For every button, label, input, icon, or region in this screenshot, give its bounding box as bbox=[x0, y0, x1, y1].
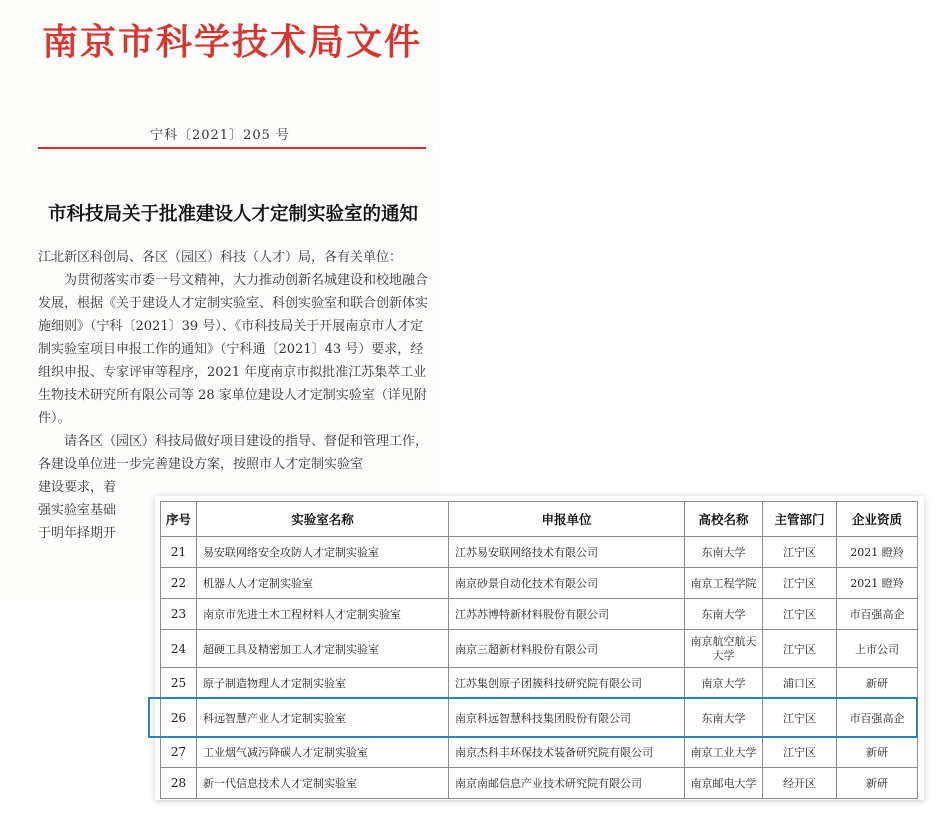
cell-seq: 22 bbox=[161, 568, 197, 599]
cell-seq: 26 bbox=[161, 699, 197, 737]
cell-seq: 27 bbox=[161, 737, 197, 768]
cell-seq: 24 bbox=[161, 630, 197, 668]
body-line-partial: 于明年择期开 bbox=[38, 526, 117, 541]
cell-department: 江宁区 bbox=[763, 699, 837, 737]
cell-lab-name: 原子制造物理人才定制实验室 bbox=[197, 668, 449, 699]
table-row bbox=[161, 768, 918, 799]
table-row bbox=[161, 737, 918, 768]
cell-university-text: 南京航空航天大学 bbox=[690, 634, 757, 662]
lab-table bbox=[160, 501, 918, 799]
cell-seq: 25 bbox=[161, 668, 197, 699]
cell-lab-name: 科远智慧产业人才定制实验室 bbox=[197, 699, 449, 737]
cell-department: 浦口区 bbox=[763, 668, 837, 699]
cell-applicant: 南京三超新材料股份有限公司 bbox=[449, 630, 685, 668]
cell-department: 经开区 bbox=[763, 768, 837, 799]
header-lab-name: 实验室名称 bbox=[197, 502, 449, 537]
cell-applicant: 江苏易安联网络技术有限公司 bbox=[449, 537, 685, 568]
cell-seq: 28 bbox=[161, 768, 197, 799]
table-row bbox=[161, 630, 918, 668]
cell-university: 南京工程学院 bbox=[685, 568, 763, 599]
cell-lab-name: 南京市先进土木工程材料人才定制实验室 bbox=[197, 599, 449, 630]
cell-applicant: 江苏苏博特新材料股份有限公司 bbox=[449, 599, 685, 630]
table-header-row bbox=[161, 502, 918, 537]
cell-qualification: 市百强高企 bbox=[837, 599, 918, 630]
cell-qualification: 2021 瞪羚 bbox=[837, 568, 918, 599]
header-seq: 序号 bbox=[161, 502, 197, 537]
cell-university: 东南大学 bbox=[685, 537, 763, 568]
body-line-partial: 建设要求，着 bbox=[38, 480, 117, 495]
cell-department: 江宁区 bbox=[763, 537, 837, 568]
cell-lab-name: 新一代信息技术人才定制实验室 bbox=[197, 768, 449, 799]
table-row-highlighted bbox=[161, 699, 918, 737]
cell-university bbox=[685, 630, 763, 668]
cell-seq: 23 bbox=[161, 599, 197, 630]
cell-university: 东南大学 bbox=[685, 599, 763, 630]
cell-lab-name: 机器人人才定制实验室 bbox=[197, 568, 449, 599]
table-row bbox=[161, 568, 918, 599]
header-department: 主管部门 bbox=[763, 502, 837, 537]
table-row bbox=[161, 668, 918, 699]
lab-table-card bbox=[155, 496, 924, 800]
cell-qualification: 2021 瞪羚 bbox=[837, 537, 918, 568]
cell-qualification: 市百强高企 bbox=[837, 699, 918, 737]
cell-lab-name: 超硬工具及精密加工人才定制实验室 bbox=[197, 630, 449, 668]
cell-applicant: 南京杰科丰环保技术装备研究院有限公司 bbox=[449, 737, 685, 768]
red-divider bbox=[38, 147, 426, 149]
header-qualification: 企业资质 bbox=[837, 502, 918, 537]
cell-qualification: 新研 bbox=[837, 737, 918, 768]
cell-lab-name: 工业烟气减污降碳人才定制实验室 bbox=[197, 737, 449, 768]
cell-department: 江宁区 bbox=[763, 599, 837, 630]
table-row bbox=[161, 599, 918, 630]
cell-applicant: 南京科远智慧科技集团股份有限公司 bbox=[449, 699, 685, 737]
cell-department: 江宁区 bbox=[763, 737, 837, 768]
cell-university: 南京大学 bbox=[685, 668, 763, 699]
header-university: 高校名称 bbox=[685, 502, 763, 537]
cell-qualification: 新研 bbox=[837, 668, 918, 699]
document-title: 市科技局关于批准建设人才定制实验室的通知 bbox=[48, 204, 419, 225]
cell-applicant: 南京砂景自动化技术有限公司 bbox=[449, 568, 685, 599]
body-paragraph: 请各区（园区）科技局做好项目建设的指导、督促和管理工作，各建设单位进一步完善建设方案，按照市人才定制实验室 bbox=[38, 434, 429, 472]
body-line-partial: 强实验室基础 bbox=[38, 503, 117, 518]
table-row bbox=[161, 537, 918, 568]
header-applicant: 申报单位 bbox=[449, 502, 685, 537]
document-number: 宁科〔2021〕205 号 bbox=[149, 128, 291, 143]
body-paragraph: 为贯彻落实市委一号文精神，大力推动创新名城建设和校地融合发展，根据《关于建设人才定制实验室、科创实验室和联合创新体实施细则》（宁科〔2021〕39 号）、《市科技局关于开展南京市人才定制实验室项目申报工作的通知》（宁科通〔2021〕43 号）要求，经组织申报、专家评审等程序，2021 年度南京市拟批准江苏集萃工业生物技术研究所有限公司等 28 家单位建设人才定制实验室（详见附件）。 bbox=[38, 273, 429, 426]
cell-department: 江宁区 bbox=[763, 630, 837, 668]
cell-seq: 21 bbox=[161, 537, 197, 568]
cell-applicant: 江苏集创原子团簇科技研究院有限公司 bbox=[449, 668, 685, 699]
cell-university: 南京邮电大学 bbox=[685, 768, 763, 799]
document-header: 南京市科学技术局文件 bbox=[42, 22, 423, 63]
cell-university: 南京工业大学 bbox=[685, 737, 763, 768]
cell-qualification: 新研 bbox=[837, 768, 918, 799]
cell-qualification: 上市公司 bbox=[837, 630, 918, 668]
addressee-line: 江北新区科创局、各区（园区）科技（人才）局，各有关单位： bbox=[38, 250, 403, 265]
cell-university: 东南大学 bbox=[685, 699, 763, 737]
cell-department: 江宁区 bbox=[763, 568, 837, 599]
cell-lab-name: 易安联网络安全攻防人才定制实验室 bbox=[197, 537, 449, 568]
cell-applicant: 南京南邮信息产业技术研究院有限公司 bbox=[449, 768, 685, 799]
